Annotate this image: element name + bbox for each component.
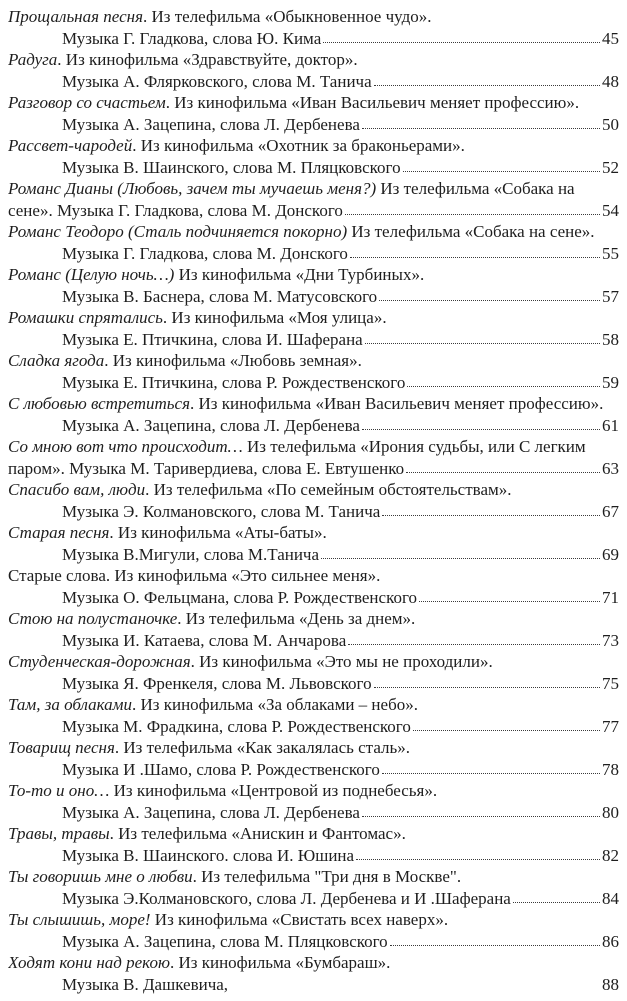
page-number[interactable]: 77: [602, 716, 619, 736]
entry-heading-line: [8, 780, 619, 802]
dot-leader: [382, 772, 600, 774]
entry-credit-line: [8, 200, 619, 222]
song-title: С любовью встретиться: [8, 394, 190, 413]
toc-entry: [8, 522, 619, 565]
film-source: . Из кинофильма «Охотник за браконьерами».: [132, 136, 465, 155]
entry-credit-line: [8, 501, 619, 523]
music-lyrics-credit: Музыка Е. Птичкина, слова И. Шаферана: [62, 329, 363, 349]
toc-entry: [8, 92, 619, 135]
entry-heading-line: [8, 350, 619, 372]
entry-credit-line: [8, 243, 619, 265]
toc-entry: [8, 6, 619, 49]
entry-heading-line: [8, 92, 619, 114]
entry-heading-line: [8, 221, 619, 243]
dot-leader: [362, 127, 600, 129]
entry-credit-line: [8, 716, 619, 738]
film-source: . Из кинофильма «Бумбараш».: [169, 953, 391, 972]
dot-leader: [321, 557, 600, 559]
music-lyrics-credit: Музыка И. Катаева, слова М. Анчарова: [62, 630, 347, 650]
entry-credit-line: [8, 845, 619, 867]
toc-entry: [8, 565, 619, 608]
song-title: Разговор со счастьем: [8, 93, 166, 112]
toc-entry: [8, 909, 619, 952]
page-number[interactable]: 78: [602, 759, 619, 779]
toc-entry: [8, 393, 619, 436]
entry-heading-line: [8, 608, 619, 630]
entry-credit-line: [8, 673, 619, 695]
music-lyrics-credit: Музыка В. Дашкевича,: [62, 974, 229, 994]
music-lyrics-credit: Музыка В. Баснера, слова М. Матусовского: [62, 286, 378, 306]
dot-leader: [513, 901, 600, 903]
entry-heading-line: [8, 866, 619, 888]
page-number[interactable]: 75: [602, 673, 619, 693]
dot-leader: [323, 41, 600, 43]
toc-entry: [8, 350, 619, 393]
page-number[interactable]: 55: [602, 243, 619, 263]
page-number[interactable]: 73: [602, 630, 619, 650]
film-source: . Из кинофильма «Моя улица».: [162, 308, 387, 327]
entry-heading-line: [8, 823, 619, 845]
song-title: Ты слышишь, море!: [8, 910, 151, 929]
toc-entry: [8, 608, 619, 651]
dot-leader: [403, 170, 600, 172]
music-lyrics-credit: Музыка В.Мигули, слова М.Танича: [62, 544, 320, 564]
entry-credit-line: [8, 286, 619, 308]
film-source: . Из кинофильма «Иван Васильевич меняет профессию».: [165, 93, 580, 112]
entry-heading-line: [8, 135, 619, 157]
entry-heading-line: [8, 479, 619, 501]
film-source: Из кинофильма «Свистать всех наверх».: [150, 910, 449, 929]
page-number[interactable]: 52: [602, 157, 619, 177]
song-title: Старые слова: [8, 566, 106, 585]
film-source: . Из телефильма "Три дня в Москве".: [192, 867, 462, 886]
toc-entry: [8, 780, 619, 823]
entry-credit-line: [8, 587, 619, 609]
page-number[interactable]: 57: [602, 286, 619, 306]
toc-entry: [8, 694, 619, 737]
toc-entry: [8, 49, 619, 92]
entry-heading-line: [8, 436, 619, 458]
dot-leader: [350, 256, 600, 258]
song-title: То-то и оно…: [8, 781, 110, 800]
dot-leader: [345, 213, 600, 215]
entry-credit-line: [8, 71, 619, 93]
entry-credit-line: [8, 888, 619, 910]
music-lyrics-credit: Музыка А. Зацепина, слова Л. Дербенева: [62, 802, 360, 822]
music-lyrics-credit: Музыка А. Зацепина, слова М. Пляцковского: [62, 931, 388, 951]
dot-leader: [365, 342, 600, 344]
music-lyrics-credit: Музыка Е. Птичкина, слова Р. Рождественского: [62, 372, 406, 392]
entry-credit-line: [8, 329, 619, 351]
toc-list: [8, 6, 619, 995]
dot-leader: [230, 988, 600, 989]
film-source: . Из кинофильма «Аты-баты».: [109, 523, 327, 542]
toc-entry: [8, 866, 619, 909]
song-title: Ромашки спрятались: [8, 308, 163, 327]
page-number[interactable]: 63: [602, 458, 619, 478]
page-number[interactable]: 54: [602, 200, 619, 220]
entry-credit-line: [8, 415, 619, 437]
music-lyrics-credit: Музыка М. Фрадкина, слова Р. Рождественского: [62, 716, 411, 736]
dot-leader: [390, 944, 600, 946]
film-source: . Из телефильма «Как закалялась сталь».: [114, 738, 410, 757]
entry-credit-line: [8, 372, 619, 394]
song-title: Ходят кони над рекою: [8, 953, 170, 972]
entry-credit-line: [8, 802, 619, 824]
music-lyrics-credit: Музыка Г. Гладкова, слова М. Донского: [62, 243, 348, 263]
entry-credit-line: [8, 759, 619, 781]
entry-credit-line: [8, 630, 619, 652]
song-title: Радуга: [8, 50, 58, 69]
entry-credit-line: [8, 157, 619, 179]
film-source: Из телефильма «Собака на сене».: [347, 222, 595, 241]
entry-credit-line: [8, 974, 619, 996]
song-title: Там, за облаками: [8, 695, 132, 714]
dot-leader: [379, 299, 600, 301]
toc-entry: [8, 737, 619, 780]
music-lyrics-credit: Музыка Я. Френкеля, слова М. Львовского: [62, 673, 372, 693]
entry-heading-line: [8, 909, 619, 931]
entry-credit-line: [8, 28, 619, 50]
film-source: . Из телефильма «День за днем».: [177, 609, 416, 628]
toc-entry: [8, 479, 619, 522]
music-lyrics-credit: Музыка О. Фельцмана, слова Р. Рождественского: [62, 587, 418, 607]
dot-leader: [356, 858, 600, 860]
toc-entry: [8, 952, 619, 995]
song-title: Спасибо вам, люди: [8, 480, 146, 499]
page-number[interactable]: 58: [602, 329, 619, 349]
toc-entry: [8, 307, 619, 350]
film-source: . Из кинофильма «Это мы не проходили».: [190, 652, 493, 671]
page-number[interactable]: 48: [602, 71, 619, 91]
film-source: . Из кинофильма «Иван Васильевич меняет профессию».: [189, 394, 604, 413]
song-title: Ты говоришь мне о любви: [8, 867, 193, 886]
entry-heading-line: [8, 49, 619, 71]
toc-entry: [8, 651, 619, 694]
dot-leader: [374, 686, 600, 688]
page-number[interactable]: 67: [602, 501, 619, 521]
entry-heading-line: [8, 393, 619, 415]
song-title: Романс Дианы (Любовь, зачем ты мучаешь меня?): [8, 179, 377, 198]
entry-heading-line: [8, 6, 619, 28]
film-source: . Из телефильма «Анискин и Фантомас».: [109, 824, 406, 843]
music-lyrics-credit: Музыка В. Шаинского, слова М. Пляцковского: [62, 157, 401, 177]
film-source: Из кинофильма «Центровой из поднебесья».: [109, 781, 438, 800]
song-title: Сладка ягода: [8, 351, 105, 370]
dot-leader: [413, 729, 600, 731]
page-number[interactable]: 50: [602, 114, 619, 134]
music-lyrics-credit: Музыка А. Флярковского, слова М. Танича: [62, 71, 372, 91]
page-number[interactable]: 61: [602, 415, 619, 435]
toc-entry: [8, 264, 619, 307]
page-number[interactable]: 69: [602, 544, 619, 564]
music-lyrics-credit: сене». Музыка Г. Гладкова, слова М. Донского: [8, 200, 343, 220]
page-number[interactable]: 45: [602, 28, 619, 48]
film-source: Из телефильма «Собака на: [376, 179, 575, 198]
entry-heading-line: [8, 737, 619, 759]
page-number[interactable]: 59: [602, 372, 619, 392]
song-title: Романс Теодоро (Сталь подчиняется покорно): [8, 222, 348, 241]
film-source: . Из телефильма «По семейным обстоятельствам».: [145, 480, 512, 499]
entry-heading-line: [8, 565, 619, 587]
song-title: Со мною вот что происходит…: [8, 437, 243, 456]
dot-leader: [362, 428, 600, 430]
film-source: . Из кинофильма «Здравствуйте, доктор».: [57, 50, 358, 69]
toc-entry: [8, 178, 619, 221]
dot-leader: [419, 600, 600, 602]
film-source: . Из кинофильма «Это сильнее меня».: [105, 566, 381, 585]
music-lyrics-credit: Музыка В. Шаинского. слова И. Юшина: [62, 845, 355, 865]
song-title: Студенческая-дорожная: [8, 652, 191, 671]
dot-leader: [407, 385, 600, 387]
dot-leader: [348, 643, 600, 645]
music-lyrics-credit: Музыка А. Зацепина, слова Л. Дербенева: [62, 415, 360, 435]
page-number[interactable]: 86: [602, 931, 619, 951]
toc-entry: [8, 823, 619, 866]
entry-credit-line: [8, 544, 619, 566]
page-number[interactable]: 82: [602, 845, 619, 865]
page-number[interactable]: 88: [602, 974, 619, 994]
music-lyrics-credit: Музыка Э.Колмановского, слова Л. Дербенева и И .Шаферана: [62, 888, 511, 908]
film-source: . Из кинофильма «За облаками – небо».: [131, 695, 418, 714]
film-source: . Из кинофильма «Любовь земная».: [104, 351, 362, 370]
entry-credit-line: [8, 114, 619, 136]
dot-leader: [406, 471, 600, 473]
song-title: Стою на полустаночке: [8, 609, 178, 628]
toc-entry: [8, 221, 619, 264]
music-lyrics-credit: Музыка Г. Гладкова, слова Ю. Кима: [62, 28, 322, 48]
dot-leader: [374, 84, 600, 86]
entry-heading-line: [8, 522, 619, 544]
music-lyrics-credit: паром». Музыка М. Таривердиева, слова Е. Евтушенко: [8, 458, 405, 478]
page-number[interactable]: 80: [602, 802, 619, 822]
entry-credit-line: [8, 458, 619, 480]
entry-heading-line: [8, 952, 619, 974]
entry-heading-line: [8, 178, 619, 200]
film-source: Из кинофильма «Дни Турбиных».: [174, 265, 425, 284]
entry-credit-line: [8, 931, 619, 953]
music-lyrics-credit: Музыка И .Шамо, слова Р. Рождественского: [62, 759, 380, 779]
song-title: Старая песня: [8, 523, 110, 542]
song-title: Прощальная песня: [8, 7, 143, 26]
dot-leader: [382, 514, 600, 516]
entry-heading-line: [8, 307, 619, 329]
entry-heading-line: [8, 264, 619, 286]
page-number[interactable]: 71: [602, 587, 619, 607]
film-source: Из телефильма «Ирония судьбы, или С легким: [242, 437, 586, 456]
song-title: Романс (Целую ночь…): [8, 265, 175, 284]
music-lyrics-credit: Музыка А. Зацепина, слова Л. Дербенева: [62, 114, 360, 134]
song-title: Товарищ песня: [8, 738, 115, 757]
dot-leader: [362, 815, 600, 817]
song-title: Рассвет-чародей: [8, 136, 133, 155]
song-title: Травы, травы: [8, 824, 110, 843]
music-lyrics-credit: Музыка Э. Колмановского, слова М. Танича: [62, 501, 381, 521]
toc-entry: [8, 436, 619, 479]
entry-heading-line: [8, 694, 619, 716]
toc-entry: [8, 135, 619, 178]
film-source: . Из телефильма «Обыкновенное чудо».: [142, 7, 432, 26]
entry-heading-line: [8, 651, 619, 673]
page-number[interactable]: 84: [602, 888, 619, 908]
